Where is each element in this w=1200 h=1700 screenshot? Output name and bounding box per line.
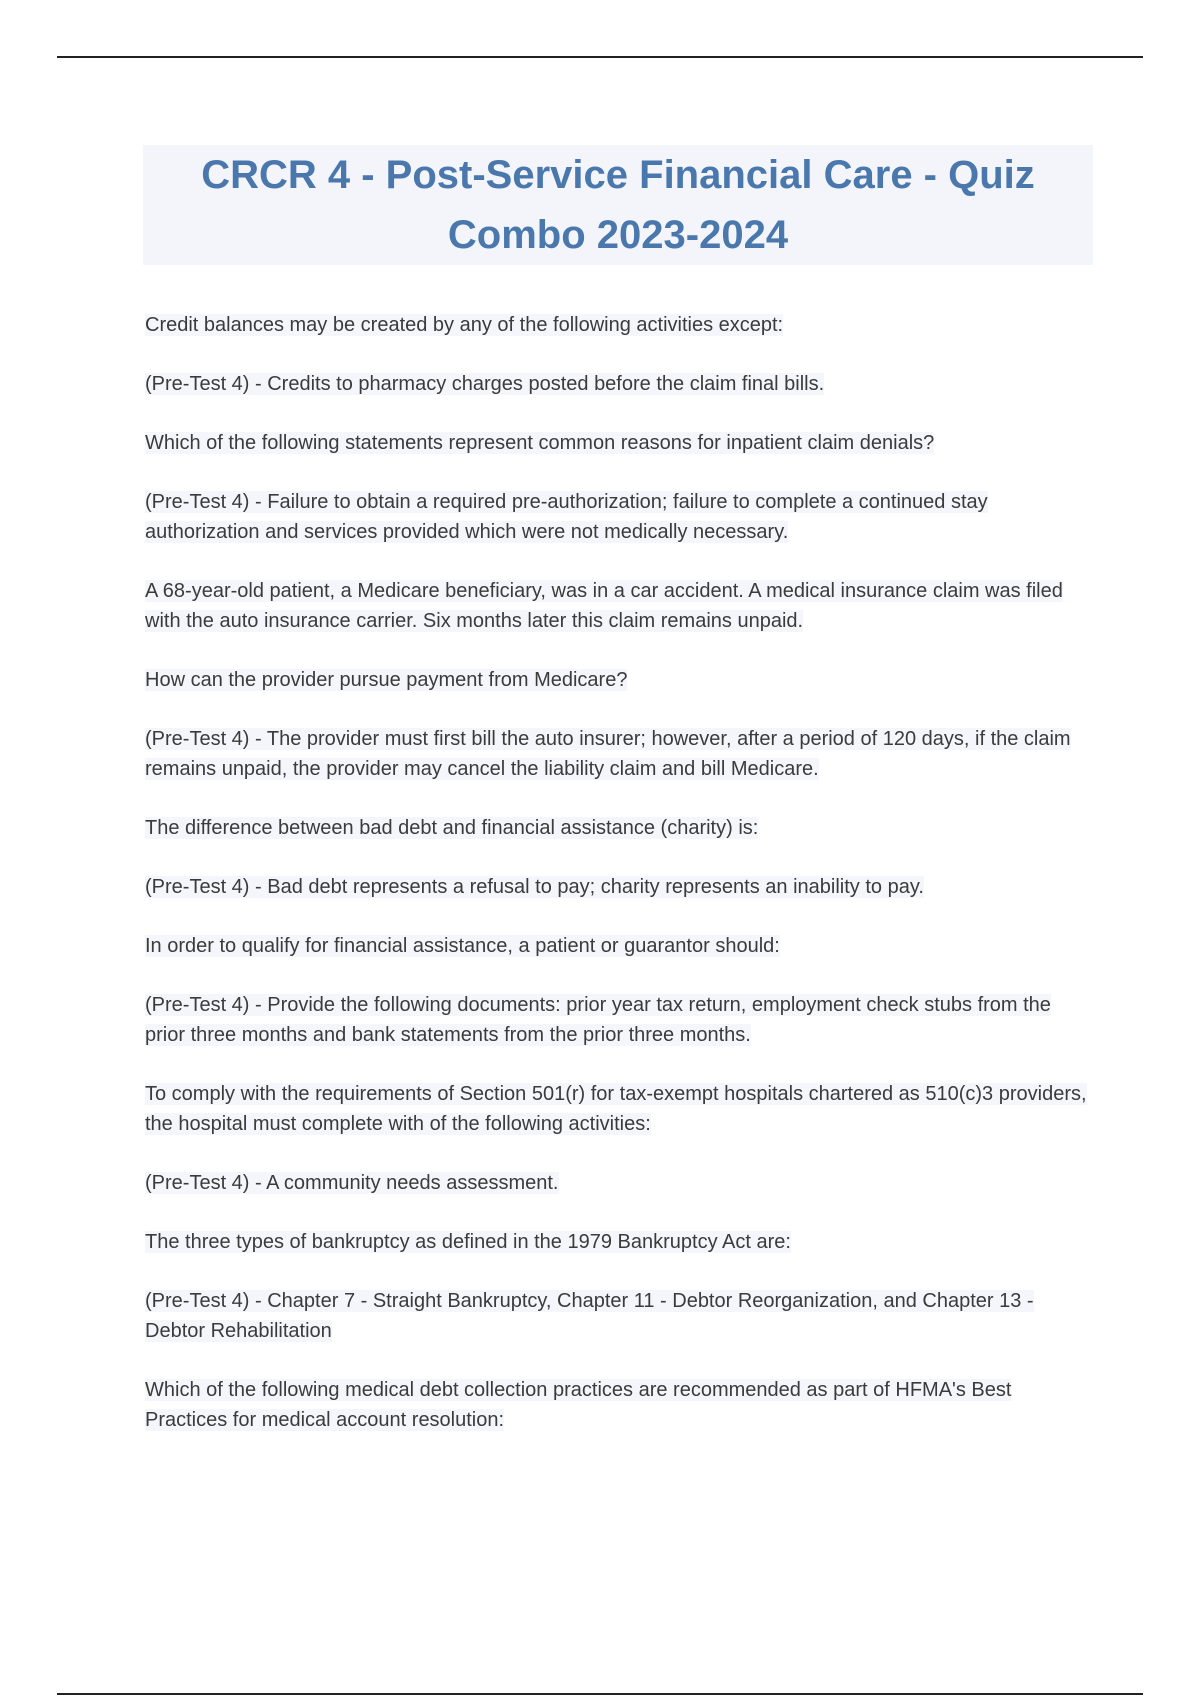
top-divider	[57, 56, 1143, 58]
title-banner	[143, 145, 1093, 265]
question-4: The difference between bad debt and financial assistance (charity) is:	[145, 817, 759, 839]
question-3-scenario: A 68-year-old patient, a Medicare beneficiary, was in a car accident. A medical insurance claim was filed with the auto insurance carrier. Six months later this claim remains unpaid.	[145, 580, 1063, 632]
question-3: How can the provider pursue payment from Medicare?	[145, 669, 628, 691]
question-1: Credit balances may be created by any of the following activities except:	[145, 314, 784, 336]
question-5: In order to qualify for financial assistance, a patient or guarantor should:	[145, 935, 780, 957]
answer-6: (Pre-Test 4) - A community needs assessment.	[145, 1172, 559, 1194]
answer-5: (Pre-Test 4) - Provide the following documents: prior year tax return, employment check stubs from the prior three months and bank statements from the prior three months.	[145, 994, 1051, 1046]
document-title: CRCR 4 - Post-Service Financial Care - Quiz Combo 2023-2024	[201, 153, 1035, 257]
question-2: Which of the following statements represent common reasons for inpatient claim denials?	[145, 432, 935, 454]
answer-3: (Pre-Test 4) - The provider must first bill the auto insurer; however, after a period of 120 days, if the claim remains unpaid, the provider may cancel the liability claim and bill Medicare.	[145, 728, 1071, 780]
bottom-divider	[57, 1693, 1143, 1695]
question-7: The three types of bankruptcy as defined in the 1979 Bankruptcy Act are:	[145, 1231, 791, 1253]
answer-4: (Pre-Test 4) - Bad debt represents a refusal to pay; charity represents an inability to pay.	[145, 876, 924, 898]
quiz-content	[145, 310, 1095, 1464]
answer-1: (Pre-Test 4) - Credits to pharmacy charges posted before the claim final bills.	[145, 373, 825, 395]
question-6: To comply with the requirements of Section 501(r) for tax-exempt hospitals chartered as 510(c)3 providers, the hospital must complete with of the following activities:	[145, 1083, 1087, 1135]
question-8: Which of the following medical debt collection practices are recommended as part of HFMA's Best Practices for medical account resolution:	[145, 1379, 1012, 1431]
answer-2: (Pre-Test 4) - Failure to obtain a required pre-authorization; failure to complete a continued stay authorization and services provided which were not medically necessary.	[145, 491, 988, 543]
answer-7: (Pre-Test 4) - Chapter 7 - Straight Bankruptcy, Chapter 11 - Debtor Reorganization, and Chapter 13 - Debtor Rehabilitation	[145, 1290, 1034, 1342]
